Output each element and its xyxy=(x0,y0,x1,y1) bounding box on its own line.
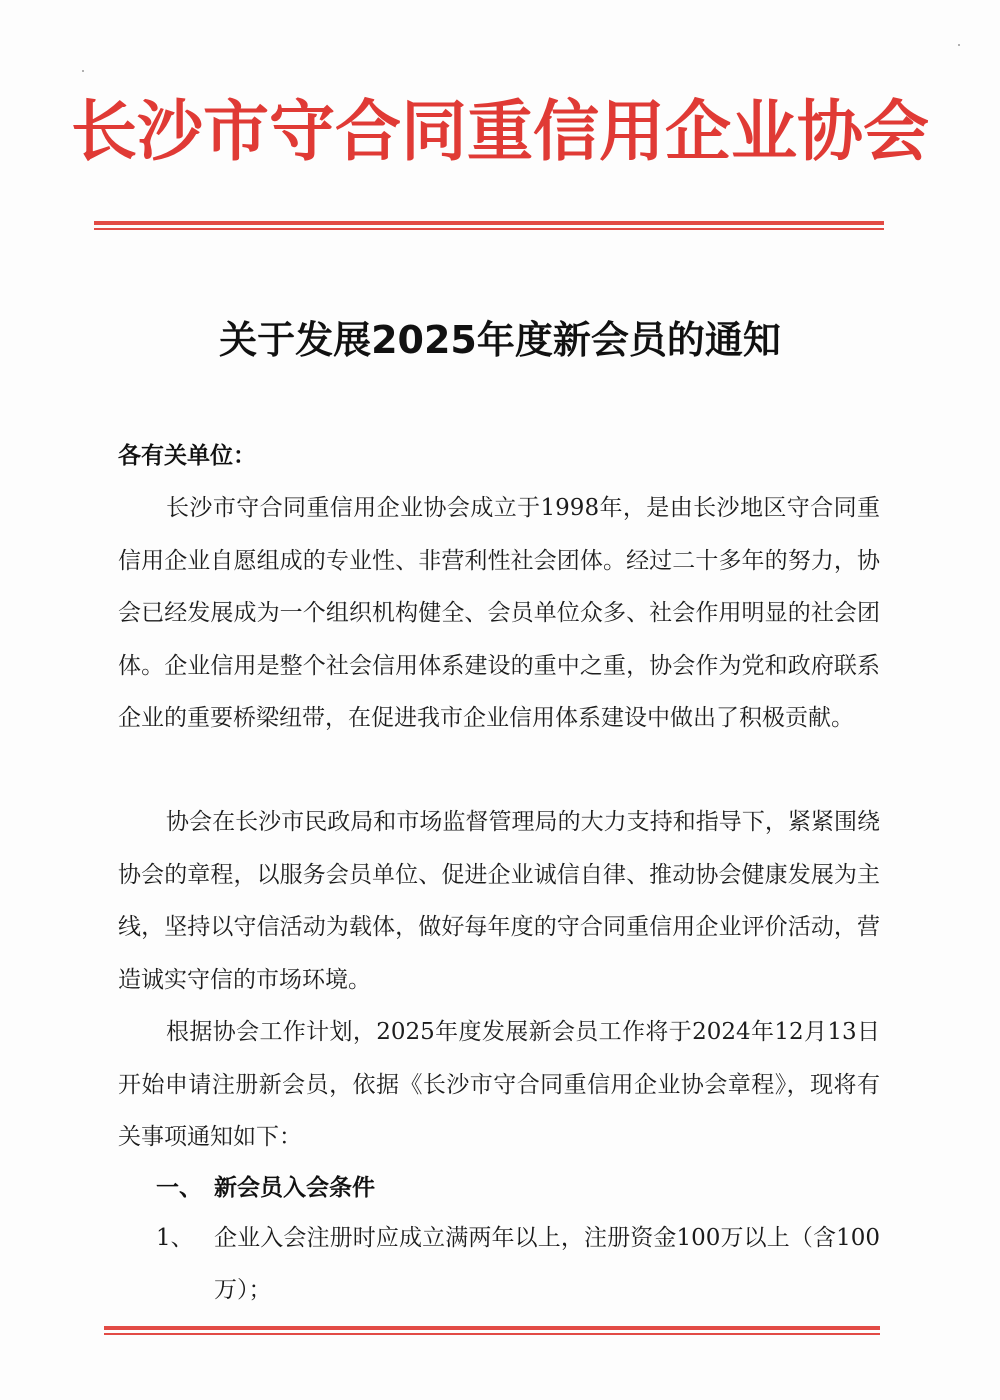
body-paragraph-1: 长沙市守合同重信用企业协会成立于1998年，是由长沙地区守合同重信用企业自愿组成的专业性、非营利性社会团体。经过二十多年的努力，协会已经发展成为一个组织机构健全、会员单位众多、社会作用明显的社会团体。企业信用是整个社会信用体系建设的重中之重，协会作为党和政府联系企业的重要桥梁纽带，在促进我市企业信用体系建设中做出了积极贡献。 xyxy=(118,495,880,731)
section-heading-text: 新会员入会条件 xyxy=(214,1175,375,1201)
salutation: 各有关单位： xyxy=(118,443,256,469)
scan-speck xyxy=(82,70,84,72)
list-item-text: 企业入会注册时应成立满两年以上，注册资金100万以上（含100万）； xyxy=(214,1225,880,1303)
document-title: 关于发展2025年度新会员的通知 xyxy=(219,318,781,362)
letterhead-org-name: 长沙市守合同重信用企业协会 xyxy=(71,93,929,170)
body-paragraph-2: 协会在长沙市民政局和市场监督管理局的大力支持和指导下，紧紧围绕协会的章程，以服务会员单位、促进企业诚信自律、推动协会健康发展为主线，坚持以守信活动为载体，做好每年度的守合同重信用企业评价活动，营造诚实守信的市场环境。 xyxy=(118,809,880,993)
section-heading xyxy=(156,1170,375,1206)
section-number: 一、 xyxy=(156,1175,202,1201)
list-item xyxy=(118,1212,880,1316)
scan-speck xyxy=(958,44,960,46)
body-paragraph-3: 根据协会工作计划，2025年度发展新会员工作将于2024年12月13日开始申请注册新会员，依据《长沙市守合同重信用企业协会章程》，现将有关事项通知如下： xyxy=(118,1019,880,1150)
list-item-number: 1、 xyxy=(156,1225,194,1251)
